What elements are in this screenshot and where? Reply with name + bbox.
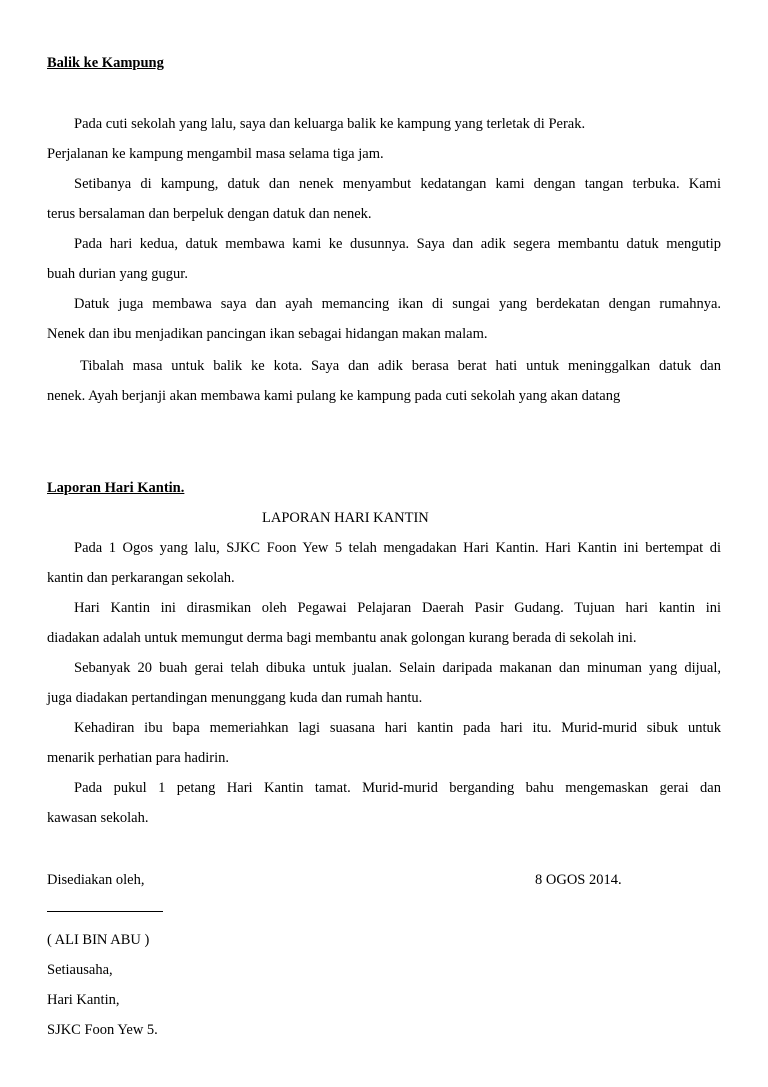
prepared-by-label: Disediakan oleh, xyxy=(47,872,145,888)
signatory-name: ( ALI BIN ABU ) xyxy=(47,932,150,948)
paragraph-line: terus bersalaman dan berpeluk dengan datuk dan nenek. xyxy=(47,206,372,222)
report-date: 8 OGOS 2014. xyxy=(535,872,622,888)
signatory-organization: Hari Kantin, xyxy=(47,992,120,1008)
report-title: LAPORAN HARI KANTIN xyxy=(262,510,429,526)
heading-balik-ke-kampung: Balik ke Kampung xyxy=(47,55,164,71)
signatory-role: Setiausaha, xyxy=(47,962,113,978)
signatory-school: SJKC Foon Yew 5. xyxy=(47,1022,158,1038)
paragraph-line: nenek. Ayah berjanji akan membawa kami pulang ke kampung pada cuti sekolah yang akan datang xyxy=(47,388,621,404)
paragraph-line: Sebanyak 20 buah gerai telah dibuka untuk jualan. Selain daripada makanan dan minuman yang dijual, xyxy=(74,660,721,676)
paragraph-line: menarik perhatian para hadirin. xyxy=(47,750,229,766)
paragraph-line: Kehadiran ibu bapa memeriahkan lagi suasana hari kantin pada hari itu. Murid-murid sibuk untuk xyxy=(74,720,721,736)
paragraph-line: Pada 1 Ogos yang lalu, SJKC Foon Yew 5 telah mengadakan Hari Kantin. Hari Kantin ini bertempat di xyxy=(74,540,721,556)
paragraph-line: Setibanya di kampung, datuk dan nenek menyambut kedatangan kami dengan tangan terbuka. Kami xyxy=(74,176,721,192)
paragraph-line: Pada hari kedua, datuk membawa kami ke dusunnya. Saya dan adik segera membantu datuk mengutip xyxy=(74,236,721,252)
paragraph-line: juga diadakan pertandingan menunggang kuda dan rumah hantu. xyxy=(47,690,423,706)
paragraph-line: Pada pukul 1 petang Hari Kantin tamat. Murid-murid berganding bahu mengemaskan gerai dan xyxy=(74,780,721,796)
paragraph-line: kantin dan perkarangan sekolah. xyxy=(47,570,235,586)
signature-line xyxy=(47,911,163,912)
paragraph-line: Hari Kantin ini dirasmikan oleh Pegawai Pelajaran Daerah Pasir Gudang. Tujuan hari kantin ini xyxy=(74,600,721,616)
paragraph-line: buah durian yang gugur. xyxy=(47,266,188,282)
heading-laporan-hari-kantin: Laporan Hari Kantin. xyxy=(47,480,185,496)
paragraph-line: Tibalah masa untuk balik ke kota. Saya dan adik berasa berat hati untuk meninggalkan datuk dan xyxy=(80,358,721,374)
paragraph-line: Pada cuti sekolah yang lalu, saya dan keluarga balik ke kampung yang terletak di Perak. xyxy=(74,116,586,132)
paragraph-line: Perjalanan ke kampung mengambil masa selama tiga jam. xyxy=(47,146,384,162)
paragraph-line: Nenek dan ibu menjadikan pancingan ikan sebagai hidangan makan malam. xyxy=(47,326,488,342)
paragraph-line: Datuk juga membawa saya dan ayah memancing ikan di sungai yang berdekatan dengan rumahnya. xyxy=(74,296,721,312)
paragraph-line: kawasan sekolah. xyxy=(47,810,149,826)
paragraph-line: diadakan adalah untuk memungut derma bagi membantu anak golongan kurang berada di sekolah ini. xyxy=(47,630,637,646)
